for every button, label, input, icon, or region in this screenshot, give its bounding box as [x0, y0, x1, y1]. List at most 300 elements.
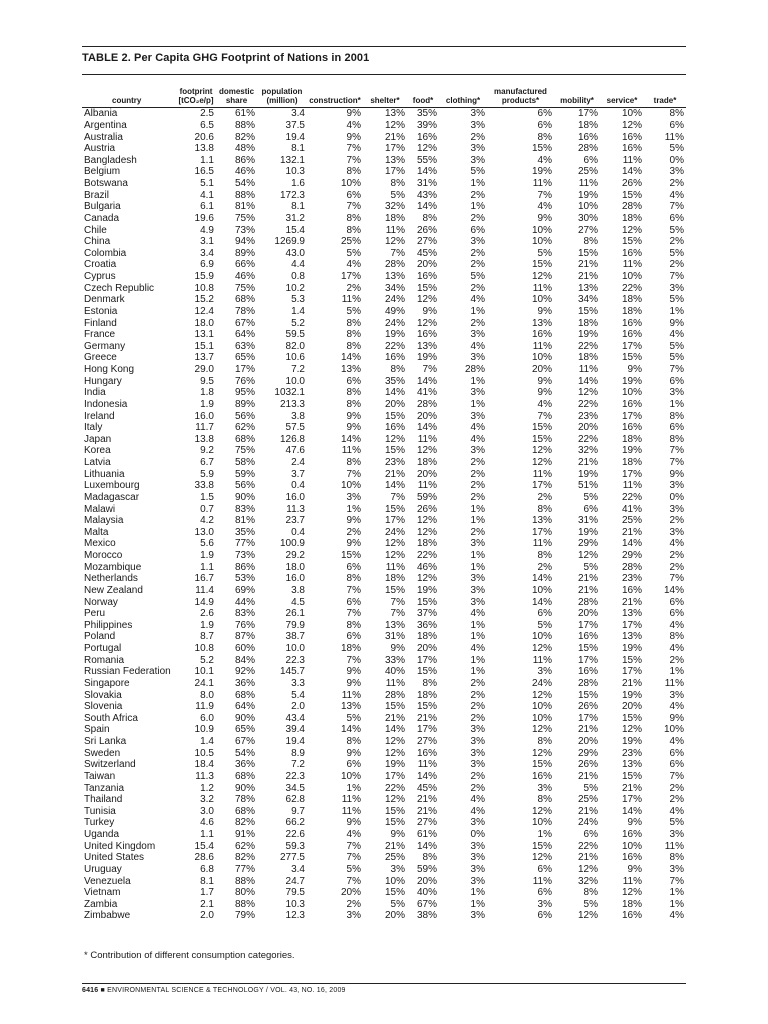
cell-mobility: 22% — [577, 398, 598, 410]
cell-mobility: 26% — [577, 701, 598, 713]
cell-country: Canada — [84, 212, 120, 224]
table-row — [82, 387, 686, 399]
cell-domestic-share: 79% — [234, 910, 255, 922]
cell-service: 23% — [621, 747, 642, 759]
table-row — [82, 271, 686, 283]
cell-shelter: 32% — [384, 201, 405, 213]
cell-shelter: 13% — [384, 108, 405, 120]
cell-footprint: 1.1 — [200, 561, 214, 573]
cell-clothing: 2% — [470, 782, 485, 794]
cell-construction: 15% — [340, 550, 361, 562]
cell-footprint: 19.6 — [194, 212, 214, 224]
cell-footprint: 28.6 — [194, 852, 214, 864]
table-row — [82, 352, 686, 364]
cell-manufactured-products: 11% — [532, 654, 552, 666]
cell-mobility: 15% — [577, 305, 598, 317]
cell-country: Belgium — [84, 166, 121, 178]
cell-manufactured-products: 11% — [532, 282, 552, 294]
table-row — [82, 910, 686, 922]
cell-mobility: 17% — [577, 654, 598, 666]
cell-population: 3.8 — [291, 584, 305, 596]
cell-country: Singapore — [84, 677, 130, 689]
cell-clothing: 3% — [470, 143, 485, 155]
table-row — [82, 189, 686, 201]
cell-clothing: 2% — [470, 491, 485, 503]
cell-construction: 2% — [346, 526, 361, 538]
cell-country: Austria — [84, 143, 116, 155]
cell-country: Romania — [84, 654, 125, 666]
cell-mobility: 23% — [577, 410, 598, 422]
cell-country: Cyprus — [84, 271, 116, 283]
cell-country: Madagascar — [84, 491, 140, 503]
cell-footprint: 10.9 — [194, 724, 214, 736]
header-trade: trade* — [653, 96, 677, 105]
table-row — [82, 155, 686, 167]
table-row — [82, 434, 686, 446]
cell-food: 11% — [417, 759, 437, 771]
cell-manufactured-products: 14% — [531, 573, 552, 585]
cell-mobility: 12% — [577, 910, 598, 922]
cell-construction: 2% — [346, 898, 361, 910]
table-row — [82, 248, 686, 260]
cell-shelter: 8% — [390, 364, 405, 376]
table-row — [82, 608, 686, 620]
cell-service: 15% — [621, 236, 642, 248]
cell-service: 22% — [621, 491, 642, 503]
cell-domestic-share: 53% — [234, 573, 255, 585]
cell-food: 31% — [416, 178, 437, 190]
cell-clothing: 6% — [470, 224, 485, 236]
table-row — [82, 108, 686, 120]
cell-mobility: 6% — [583, 154, 598, 166]
cell-shelter: 17% — [384, 515, 405, 527]
cell-construction: 9% — [346, 666, 361, 678]
cell-construction: 13% — [340, 701, 361, 713]
cell-clothing: 3% — [470, 119, 485, 131]
cell-service: 16% — [621, 398, 642, 410]
cell-construction: 7% — [346, 852, 361, 864]
cell-construction: 3% — [346, 491, 361, 503]
cell-food: 9% — [422, 305, 437, 317]
table-row — [82, 480, 686, 492]
cell-mobility: 29% — [577, 747, 598, 759]
cell-shelter: 15% — [384, 503, 405, 515]
cell-mobility: 16% — [577, 666, 598, 678]
cell-manufactured-products: 13% — [531, 317, 552, 329]
cell-manufactured-products: 9% — [537, 305, 552, 317]
cell-clothing: 2% — [470, 677, 485, 689]
cell-service: 10% — [621, 271, 642, 283]
cell-footprint: 4.2 — [200, 515, 214, 527]
cell-footprint: 16.5 — [194, 166, 214, 178]
cell-shelter: 17% — [384, 143, 405, 155]
table-row — [82, 759, 686, 771]
cell-mobility: 21% — [577, 259, 598, 271]
cell-service: 16% — [621, 247, 642, 259]
cell-clothing: 3% — [470, 724, 485, 736]
cell-shelter: 21% — [384, 840, 405, 852]
cell-footprint: 10.8 — [194, 643, 214, 655]
cell-service: 19% — [621, 643, 642, 655]
cell-mobility: 21% — [577, 584, 598, 596]
cell-mobility: 22% — [577, 340, 598, 352]
cell-domestic-share: 88% — [234, 898, 255, 910]
cell-food: 38% — [416, 910, 437, 922]
cell-service: 17% — [621, 619, 642, 631]
cell-mobility: 21% — [577, 770, 598, 782]
cell-clothing: 1% — [470, 561, 485, 573]
cell-trade: 11% — [664, 840, 684, 852]
table-row — [82, 503, 686, 515]
cell-clothing: 0% — [470, 829, 485, 841]
cell-shelter: 20% — [384, 910, 405, 922]
table-row — [82, 829, 686, 841]
cell-food: 12% — [416, 526, 437, 538]
cell-country: Albania — [84, 108, 118, 120]
cell-clothing: 28% — [464, 364, 485, 376]
cell-footprint: 13.8 — [194, 433, 214, 445]
cell-mobility: 16% — [577, 631, 598, 643]
cell-mobility: 32% — [577, 445, 598, 457]
cell-country: Estonia — [84, 305, 118, 317]
cell-shelter: 14% — [384, 724, 405, 736]
cell-domestic-share: 78% — [234, 794, 255, 806]
cell-clothing: 3% — [470, 596, 485, 608]
cell-population: 19.4 — [285, 131, 305, 143]
table-footnote: * Contribution of different consumption categories. — [84, 950, 295, 961]
cell-construction: 6% — [346, 759, 361, 771]
cell-manufactured-products: 8% — [537, 550, 552, 562]
cell-country: Latvia — [84, 457, 111, 469]
table-row — [82, 899, 686, 911]
cell-population: 16.0 — [285, 491, 305, 503]
cell-food: 27% — [416, 736, 437, 748]
cell-country: Turkey — [84, 817, 115, 829]
cell-trade: 1% — [669, 887, 684, 899]
cell-mobility: 8% — [583, 887, 598, 899]
cell-population: 145.7 — [279, 666, 305, 678]
cell-construction: 8% — [346, 212, 361, 224]
cell-clothing: 1% — [470, 178, 485, 190]
cell-trade: 6% — [669, 596, 684, 608]
cell-shelter: 24% — [384, 317, 405, 329]
cell-country: Mozambique — [84, 561, 142, 573]
cell-country: Taiwan — [84, 770, 116, 782]
cell-footprint: 1.5 — [200, 491, 214, 503]
cell-manufactured-products: 4% — [537, 398, 552, 410]
cell-trade: 5% — [669, 143, 684, 155]
cell-domestic-share: 44% — [234, 596, 255, 608]
cell-country: Malaysia — [84, 515, 124, 527]
cell-service: 15% — [621, 352, 642, 364]
cell-domestic-share: 68% — [234, 433, 255, 445]
cell-country: Malawi — [84, 503, 116, 515]
cell-shelter: 13% — [384, 154, 405, 166]
cell-construction: 9% — [346, 747, 361, 759]
cell-shelter: 14% — [384, 480, 405, 492]
cell-domestic-share: 62% — [234, 840, 255, 852]
cell-construction: 13% — [340, 364, 361, 376]
cell-trade: 5% — [669, 247, 684, 259]
table-row — [82, 794, 686, 806]
cell-mobility: 17% — [577, 712, 598, 724]
cell-construction: 8% — [346, 340, 361, 352]
cell-footprint: 14.9 — [194, 596, 214, 608]
cell-clothing: 2% — [470, 468, 485, 480]
cell-clothing: 3% — [470, 747, 485, 759]
cell-country: Venezuela — [84, 875, 131, 887]
cell-trade: 4% — [669, 701, 684, 713]
cell-manufactured-products: 8% — [537, 131, 552, 143]
cell-country: Malta — [84, 526, 109, 538]
cell-domestic-share: 64% — [234, 701, 255, 713]
cell-manufactured-products: 15% — [531, 759, 552, 771]
cell-mobility: 17% — [577, 108, 598, 120]
cell-footprint: 1.4 — [200, 736, 214, 748]
cell-clothing: 3% — [470, 573, 485, 585]
cell-population: 3.7 — [291, 468, 305, 480]
cell-population: 22.3 — [285, 770, 305, 782]
cell-population: 100.9 — [279, 538, 305, 550]
cell-trade: 8% — [669, 410, 684, 422]
cell-mobility: 27% — [577, 224, 598, 236]
cell-manufactured-products: 12% — [531, 852, 552, 864]
cell-mobility: 22% — [577, 840, 598, 852]
cell-country: Croatia — [84, 259, 117, 271]
cell-country: Thailand — [84, 794, 123, 806]
cell-shelter: 15% — [384, 410, 405, 422]
cell-country: Brazil — [84, 189, 110, 201]
cell-country: Colombia — [84, 247, 127, 259]
cell-mobility: 16% — [577, 131, 598, 143]
cell-country: China — [84, 236, 111, 248]
cell-population: 4.5 — [291, 596, 305, 608]
cell-trade: 6% — [669, 212, 684, 224]
cell-service: 12% — [621, 887, 642, 899]
journal-citation: ENVIRONMENTAL SCIENCE & TECHNOLOGY / VOL. 43, NO. 16, 2009 — [107, 987, 346, 994]
cell-country: Indonesia — [84, 398, 128, 410]
cell-construction: 14% — [340, 724, 361, 736]
cell-manufactured-products: 7% — [537, 410, 552, 422]
cell-domestic-share: 58% — [234, 457, 255, 469]
cell-population: 1.4 — [291, 305, 305, 317]
cell-trade: 7% — [669, 573, 684, 585]
cell-manufactured-products: 12% — [531, 747, 552, 759]
cell-trade: 5% — [669, 340, 684, 352]
header-country: country — [112, 96, 142, 105]
cell-construction: 5% — [346, 863, 361, 875]
cell-service: 41% — [621, 503, 642, 515]
cell-food: 37% — [416, 608, 437, 620]
cell-service: 16% — [621, 829, 642, 841]
cell-construction: 9% — [346, 108, 361, 120]
table-title: TABLE 2. Per Capita GHG Footprint of Nations in 2001 — [82, 52, 370, 64]
cell-mobility: 6% — [583, 503, 598, 515]
cell-domestic-share: 67% — [234, 317, 255, 329]
cell-trade: 9% — [669, 712, 684, 724]
cell-domestic-share: 75% — [234, 282, 255, 294]
table-row — [82, 631, 686, 643]
cell-footprint: 2.1 — [200, 898, 214, 910]
cell-service: 29% — [621, 550, 642, 562]
cell-population: 43.0 — [285, 247, 305, 259]
cell-service: 18% — [621, 433, 642, 445]
cell-manufactured-products: 11% — [532, 340, 552, 352]
cell-food: 45% — [416, 782, 437, 794]
page-footer — [82, 987, 346, 994]
cell-domestic-share: 83% — [234, 503, 255, 515]
cell-food: 12% — [416, 317, 437, 329]
cell-shelter: 11% — [385, 224, 405, 236]
cell-food: 18% — [416, 631, 437, 643]
cell-manufactured-products: 15% — [531, 259, 552, 271]
cell-domestic-share: 78% — [234, 305, 255, 317]
cell-food: 20% — [416, 468, 437, 480]
cell-manufactured-products: 12% — [531, 724, 552, 736]
cell-trade: 3% — [669, 166, 684, 178]
cell-clothing: 1% — [470, 398, 485, 410]
cell-food: 59% — [416, 863, 437, 875]
cell-footprint: 2.5 — [200, 108, 214, 120]
cell-clothing: 2% — [470, 526, 485, 538]
cell-population: 10.0 — [285, 375, 305, 387]
cell-service: 16% — [621, 131, 642, 143]
cell-footprint: 15.9 — [194, 271, 214, 283]
cell-country: Peru — [84, 608, 106, 620]
cell-mobility: 26% — [577, 759, 598, 771]
cell-service: 16% — [621, 852, 642, 864]
cell-population: 9.7 — [291, 805, 305, 817]
cell-service: 21% — [621, 596, 642, 608]
cell-manufactured-products: 10% — [531, 584, 552, 596]
cell-population: 7.2 — [291, 364, 305, 376]
cell-footprint: 10.5 — [194, 747, 214, 759]
cell-service: 13% — [621, 759, 642, 771]
cell-food: 11% — [417, 480, 437, 492]
cell-trade: 3% — [669, 282, 684, 294]
table-row — [82, 620, 686, 632]
cell-food: 28% — [416, 398, 437, 410]
cell-clothing: 1% — [470, 654, 485, 666]
cell-footprint: 6.8 — [200, 863, 214, 875]
table-row — [82, 375, 686, 387]
cell-population: 10.6 — [285, 352, 305, 364]
cell-country: Australia — [84, 131, 123, 143]
cell-clothing: 3% — [470, 154, 485, 166]
cell-trade: 2% — [669, 178, 684, 190]
cell-mobility: 14% — [577, 375, 598, 387]
cell-mobility: 12% — [577, 387, 598, 399]
cell-construction: 7% — [346, 608, 361, 620]
cell-country: Tunisia — [84, 805, 116, 817]
cell-domestic-share: 35% — [234, 526, 255, 538]
cell-clothing: 4% — [470, 422, 485, 434]
cell-manufactured-products: 17% — [531, 526, 552, 538]
cell-trade: 3% — [669, 503, 684, 515]
cell-footprint: 3.1 — [200, 236, 214, 248]
table-row — [82, 294, 686, 306]
cell-food: 36% — [416, 619, 437, 631]
table-row — [82, 364, 686, 376]
cell-construction: 8% — [346, 387, 361, 399]
cell-trade: 5% — [669, 224, 684, 236]
header-construction: construction* — [309, 96, 361, 105]
table-row — [82, 236, 686, 248]
cell-country: Netherlands — [84, 573, 138, 585]
cell-manufactured-products: 3% — [537, 898, 552, 910]
cell-food: 21% — [416, 794, 437, 806]
cell-clothing: 5% — [470, 271, 485, 283]
cell-construction: 9% — [346, 817, 361, 829]
cell-manufactured-products: 6% — [537, 887, 552, 899]
cell-population: 3.4 — [291, 863, 305, 875]
cell-country: Slovakia — [84, 689, 122, 701]
cell-population: 4.4 — [291, 259, 305, 271]
cell-domestic-share: 87% — [234, 631, 255, 643]
cell-country: Morocco — [84, 550, 123, 562]
cell-footprint: 29.0 — [194, 364, 214, 376]
cell-clothing: 3% — [470, 863, 485, 875]
cell-food: 45% — [416, 247, 437, 259]
cell-country: United States — [84, 852, 145, 864]
cell-manufactured-products: 6% — [537, 108, 552, 120]
cell-construction: 11% — [341, 445, 361, 457]
cell-construction: 9% — [346, 422, 361, 434]
cell-shelter: 12% — [384, 550, 405, 562]
cell-shelter: 8% — [390, 178, 405, 190]
cell-manufactured-products: 12% — [531, 445, 552, 457]
cell-construction: 10% — [340, 480, 361, 492]
cell-population: 172.3 — [279, 189, 305, 201]
cell-mobility: 21% — [577, 852, 598, 864]
cell-manufactured-products: 12% — [531, 271, 552, 283]
cell-domestic-share: 59% — [234, 468, 255, 480]
cell-food: 27% — [416, 817, 437, 829]
cell-construction: 14% — [340, 433, 361, 445]
cell-clothing: 3% — [470, 410, 485, 422]
cell-footprint: 5.9 — [200, 468, 214, 480]
cell-footprint: 6.9 — [200, 259, 214, 271]
cell-trade: 2% — [669, 515, 684, 527]
cell-construction: 11% — [341, 689, 361, 701]
cell-service: 17% — [621, 468, 642, 480]
cell-footprint: 2.6 — [200, 608, 214, 620]
table-row — [82, 329, 686, 341]
cell-domestic-share: 83% — [234, 608, 255, 620]
cell-footprint: 3.2 — [200, 794, 214, 806]
cell-population: 39.4 — [285, 724, 305, 736]
cell-clothing: 3% — [470, 108, 485, 120]
cell-construction: 9% — [346, 131, 361, 143]
cell-construction: 4% — [346, 829, 361, 841]
cell-construction: 18% — [340, 643, 361, 655]
cell-footprint: 1.1 — [200, 154, 214, 166]
cell-trade: 2% — [669, 550, 684, 562]
cell-country: Bangladesh — [84, 154, 137, 166]
cell-mobility: 32% — [577, 875, 598, 887]
cell-service: 26% — [621, 178, 642, 190]
cell-footprint: 13.8 — [194, 143, 214, 155]
cell-mobility: 21% — [577, 271, 598, 283]
cell-footprint: 8.1 — [200, 875, 214, 887]
table-row — [82, 585, 686, 597]
cell-service: 12% — [621, 224, 642, 236]
cell-food: 40% — [416, 887, 437, 899]
cell-shelter: 15% — [384, 701, 405, 713]
cell-population: 18.0 — [285, 561, 305, 573]
cell-domestic-share: 65% — [234, 724, 255, 736]
cell-clothing: 2% — [470, 317, 485, 329]
